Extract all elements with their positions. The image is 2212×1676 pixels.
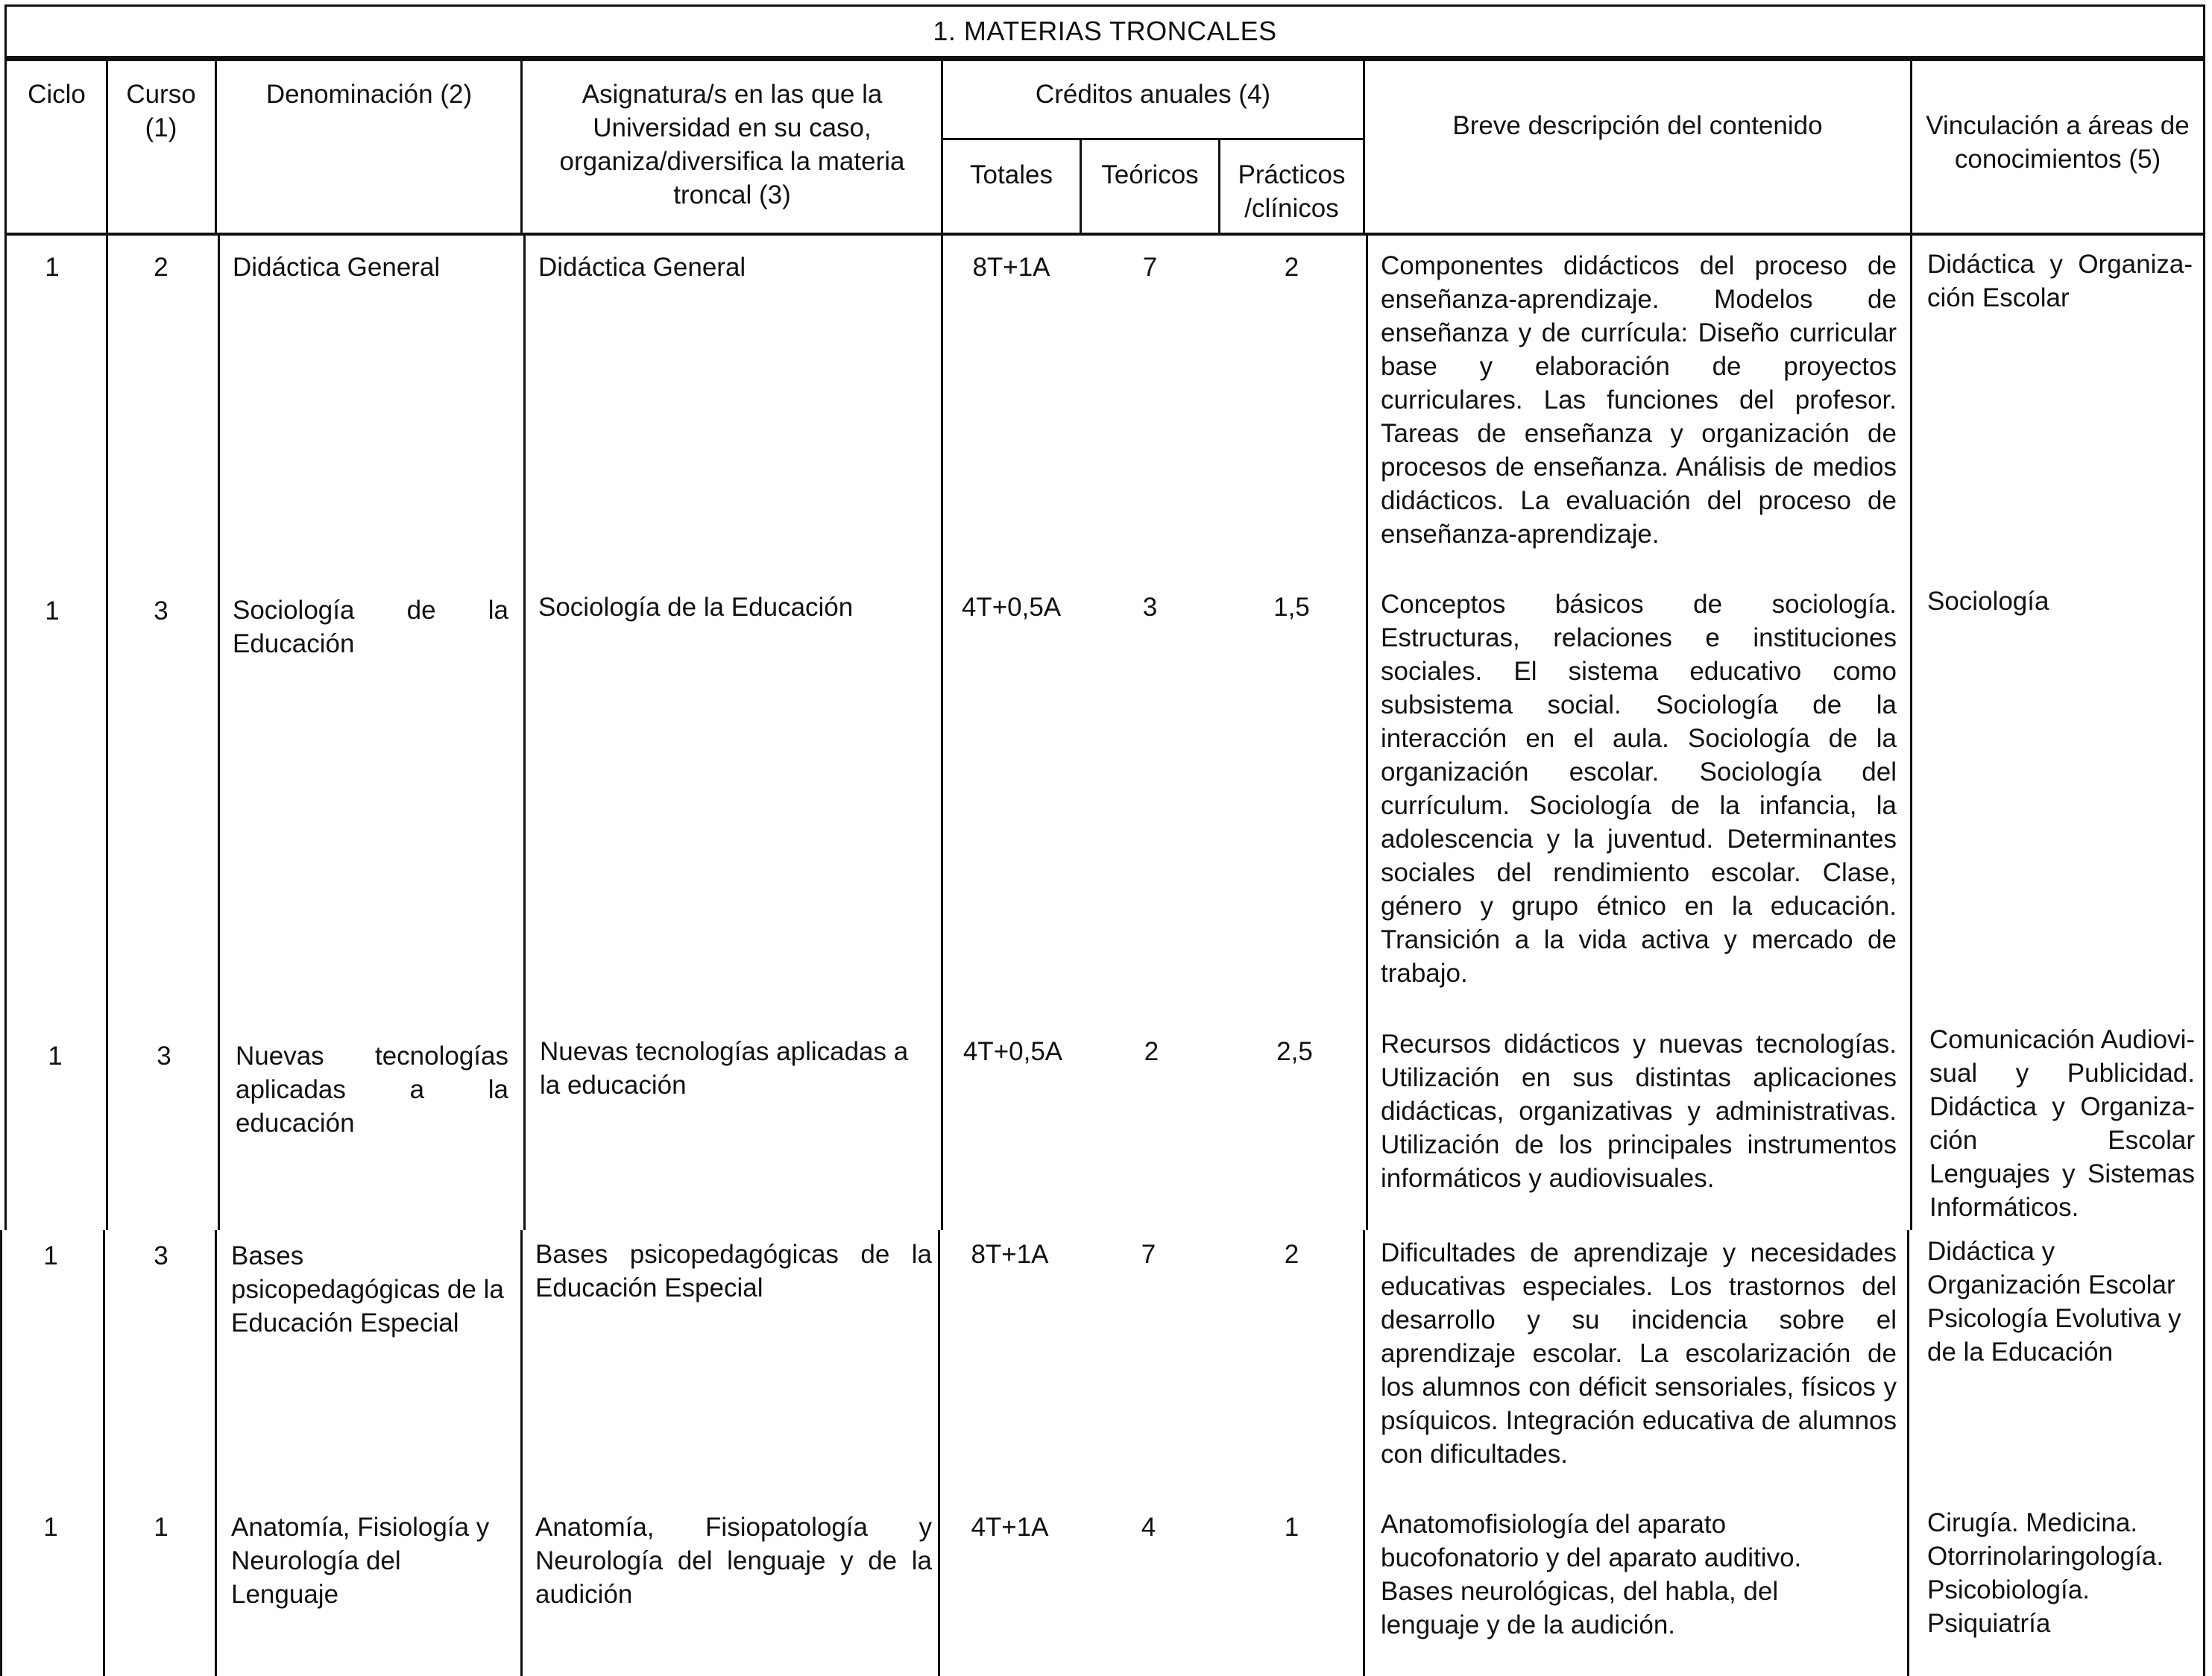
header-descripcion: Breve descripción del contenido [1452, 111, 1823, 140]
col-rule [1363, 1230, 1365, 1676]
col-rule [103, 1230, 105, 1676]
header-vinculacion: Vinculación a áreas de conocimientos (5) [1926, 111, 2190, 174]
row-totales: 4T+1A [971, 1513, 1049, 1542]
header-creditos: Créditos anuales (4) [1035, 80, 1271, 109]
col-rule [1907, 1230, 1909, 1676]
row-denominacion: Nuevas tecnologías aplicadas a la educación [236, 1042, 508, 1138]
row-asignatura: Didáctica General [538, 253, 746, 282]
row-denominacion: Didáctica General [233, 253, 441, 282]
row-totales: 4T+0,5A [962, 1037, 1063, 1066]
row-ciclo: 1 [43, 1513, 58, 1542]
row-practicos: 2,5 [1276, 1037, 1313, 1066]
row-teoricos: 3 [1142, 593, 1158, 622]
row-curso: 1 [154, 1513, 168, 1542]
col-rule [2203, 235, 2205, 1230]
row-descripcion: Dificultades de aprendizaje y necesidades educativas especiales. Los trastornos del desarrollo y su incidencia sobre el aprendizaje escolar. La escolarización de los alumnos con déficit sensoriales, físicos y psíquicos. Integración educativa de alumnos con dificultades. [1381, 1238, 1897, 1469]
col-rule [938, 1230, 940, 1676]
col-rule [520, 1230, 523, 1676]
header-totales: Totales [970, 160, 1053, 189]
col-rule [1910, 235, 1912, 1230]
col-rule [4, 58, 7, 235]
row-practicos: 2 [1284, 253, 1299, 282]
col-rule [941, 235, 943, 1230]
col-rule [215, 1230, 217, 1676]
row-ciclo: 1 [45, 596, 60, 626]
row-curso: 3 [154, 1241, 168, 1270]
col-rule [215, 58, 217, 235]
row-totales: 8T+1A [972, 253, 1050, 282]
col-rule [1218, 138, 1220, 235]
section-title: 1. MATERIAS TRONCALES [4, 4, 2205, 58]
row-teoricos: 4 [1141, 1513, 1156, 1542]
col-rule [106, 58, 108, 235]
row-descripcion: Componentes didácticos del proceso de enseñanza-aprendizaje. Modelos de enseñanza y de currícula: Diseño curricular base y elaboración de proyectos curriculares. Las funciones del profesor. Tareas de enseñanza y organización de procesos de enseñanza. Análisis de medios didácticos. La evaluación del proceso de enseñanza-aprendizaje. [1381, 251, 1897, 549]
header-denominacion: Denominación (2) [265, 80, 473, 109]
row-ciclo: 1 [45, 253, 60, 282]
row-totales: 8T+1A [971, 1240, 1049, 1269]
col-rule [523, 235, 526, 1230]
row-vinculacion: Didáctica y Organiza-ción Escolar [1927, 250, 2193, 312]
col-rule [106, 235, 108, 1230]
row-practicos: 1 [1284, 1513, 1299, 1542]
row-vinculacion: Sociología [1927, 587, 2049, 616]
row-curso: 2 [154, 253, 168, 282]
row-denominacion: Anatomía, Fisiología y Neurología del Lenguaje [231, 1513, 490, 1609]
row-teoricos: 7 [1142, 253, 1158, 282]
row-denominacion: Sociología de la Educación [233, 596, 508, 658]
row-descripcion: Recursos didácticos y nuevas tecnologías. Utilización en sus distintas aplicaciones didácticas, organizativas y administrativas. Utilización de los principales instrumentos informáticos y audiovisuales. [1381, 1030, 1897, 1193]
header-teoricos: Teóricos [1101, 160, 1199, 189]
row-practicos: 1,5 [1273, 593, 1310, 622]
header-curso: Curso (1) [126, 80, 196, 142]
col-rule [1363, 58, 1365, 235]
row-vinculacion: Didáctica y Organización Escolar Psicología Evolutiva y de la Educación [1927, 1237, 2181, 1367]
col-rule [218, 235, 220, 1230]
row-curso: 3 [157, 1042, 171, 1071]
row-ciclo: 1 [48, 1042, 63, 1071]
header-practicos: Prácticos /clínicos [1238, 160, 1346, 223]
row-vinculacion: Comunicación Audiovi-sual y Publicidad. Didáctica y Organiza-ción Escolar Lenguajes y Sistemas Informáticos. [1929, 1025, 2196, 1222]
col-rule [2203, 1230, 2205, 1676]
header-top-rule [4, 58, 2205, 61]
row-curso: 3 [154, 596, 168, 626]
row-ciclo: 1 [43, 1241, 58, 1270]
row-asignatura: Nuevas tecnologías aplicadas a la educación [540, 1037, 909, 1100]
row-teoricos: 7 [1141, 1240, 1156, 1269]
row-vinculacion: Cirugía. Medicina. Otorrinolaringología. Psicobiología. Psiquiatría [1927, 1508, 2164, 1638]
row-asignatura: Anatomía, Fisiopatología y Neurología del lenguaje y de la audición [535, 1513, 932, 1609]
col-rule [2203, 58, 2205, 235]
row-teoricos: 2 [1144, 1037, 1159, 1066]
row-asignatura: Sociología de la Educación [538, 593, 854, 622]
row-totales: 4T+0,5A [961, 593, 1062, 622]
col-rule [0, 1230, 2, 1676]
row-denominacion: Bases psicopedagógicas de la Educación Especial [231, 1241, 504, 1338]
row-practicos: 2 [1284, 1240, 1299, 1269]
col-rule [4, 235, 7, 1230]
col-rule [1910, 58, 1912, 235]
col-rule [520, 58, 523, 235]
header-ciclo: Ciclo [28, 80, 86, 109]
row-descripcion: Anatomofisiología del aparato bucofonatorio y del aparato auditivo. Bases neurológicas, del habla, del lenguaje y de la audición. [1381, 1510, 1802, 1639]
col-rule [1366, 235, 1368, 1230]
row-descripcion: Conceptos básicos de sociología. Estructuras, relaciones e instituciones sociales. El sistema educativo como subsistema social. Sociología de la interacción en el aula. Sociología de la organización escolar. Sociología del currículum. Sociología de la infancia, la adolescencia y la juventud. Determinantes sociales del rendimiento escolar. Clase, género y grupo étnico en la educación. Transición a la vida activa y mercado de trabajo. [1381, 590, 1897, 988]
header-bottom-rule [4, 233, 2205, 236]
row-asignatura: Bases psicopedagógicas de la Educación Especial [535, 1240, 932, 1302]
header-asignatura: Asignatura/s en las que la Universidad en su caso, organiza/diversifica la materia troncal (3) [559, 80, 905, 210]
creditos-sub-rule [941, 138, 1363, 140]
